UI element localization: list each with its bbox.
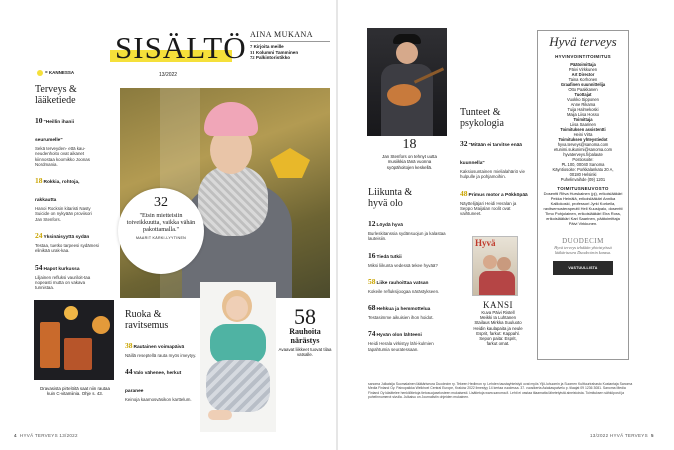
section-title: Liikunta & hyvä olo [368,187,413,209]
feature-desc: Avaavat liikkeet tuovat tilaa vatsalle. [278,347,332,358]
right-footer [590,433,654,438]
left-footer [14,433,78,438]
masthead-line: Vuokko Sipponen [567,96,599,102]
journalism-badge: VASTUULLISTA JOURNALISMIA [553,261,613,275]
cover-face [497,257,511,271]
orange-fruit [92,316,110,334]
masthead-logo: Hyvä terveys [549,34,617,49]
masthead-line: Liisa Saarinen [570,121,596,127]
drink-glass [40,322,60,368]
woman-pants [206,360,270,412]
woman-scarf [198,166,268,236]
maple-leaf-icon [270,148,310,178]
masthead-board: Dosentti Ritva Hurskainen (pj), erikoislääkäri Pekka Heinälä, erikoislääkäri Annika Kalliokoski, professori Jyrki Korkeila, ravitsemusterapeutti Heli Kuusipalo, dosentti Timo Pohjolainen, erikoislääkäri Eira Ross, erikoislääkäri Kari Saarinen, päätoimittaja Päivi Virkkunen. [543,191,623,226]
toc-item[interactable]: 68Hehkua ja hemmottelua Testasimme aikuisien ihon hoidot. [368,303,434,321]
masthead-line: Tuija Halmekoski [567,106,599,112]
page-number: 4 [14,433,17,438]
caption-number: 18 [402,137,417,152]
toc-item[interactable]: 74Hyvän olon lähteeni Heidi Herala virkistyy lähi-kulmien tapahtumia seuratessaan. [368,329,434,352]
toc-item[interactable]: 10"Heillin ihanii seurumelle" Sekä terveyden- että kau-neudenhoito ovat aikanet kiinnostaa koomikko Joonas Nordmania. [35,116,90,167]
quote-author: MAARIT KÄRKI-LYYTINEN [135,235,187,240]
quote-text: "Etsin mietteisiin toiveikkuutta, vaikka vähän pakottamalla." [126,212,196,234]
kansi-line: Sepon paita: Esprit, [479,336,517,342]
footer-magazine: 13/2022 HYVÄ TERVEYS [590,433,648,438]
masthead-line: etunimi.sukunimi@sanoma.com [553,146,613,152]
feature-heading: Rauhoita närästys [289,327,321,345]
section-ruoka [125,310,197,403]
aina-heading: AINA MUKANA [250,30,330,42]
jan-caption[interactable] [377,138,442,170]
kannessa-label: = KANNESSA [45,70,75,76]
footer-magazine: HYVÄ TERVEYS 13/2022 [19,433,78,438]
photo-woman-sitting [200,282,276,432]
quote-number: 32 [154,195,168,210]
toc-item[interactable]: 44Valo vähenee, herkut paranee Keinoja kaamosväsikon karttelum. [125,367,192,403]
guitar-body [387,84,421,106]
masthead-line: hyvaterveys.fi/palaute [563,151,603,157]
toc-item[interactable]: 38Rautainen voimapäivä Näillä reseptellä rauta myös imeytyy. [125,341,197,358]
aina-item[interactable]: 31 Kolumni Tamminen [250,49,299,55]
masthead-line: Puhelinvaihde (09) 1201 [560,176,606,182]
aina-mukana-box [250,30,330,61]
page-gutter [336,0,338,450]
masthead-line: Päätoimittaja [570,61,596,67]
masthead-line: Taina Korhonen [568,76,598,82]
masthead-line: Toimituksen assistentti [560,126,606,132]
masthead-line: PL 100, 00040 Sanoma [561,161,605,167]
section-title: Terveys & lääketiede [35,84,77,106]
masthead-board-heading: TOIMITUSNEUVOSTO [557,185,609,191]
photo-jan-guitar [367,28,447,136]
masthead-line: Heini Virta [573,131,593,137]
aina-item[interactable]: 72 Palkintoristikko [250,55,291,61]
toc-item[interactable]: 48Primus motor a Pökköpää Näyttelijäjari Heidi Heralan ja Seppo Maijalan roolit ovat vaihtuneet. [460,188,528,217]
masthead-line: Tuottajat [574,91,592,97]
kannessa-tag [37,70,74,76]
masthead-line: hyva.terveys@sanoma.com [557,141,609,147]
quote-circle [118,188,204,274]
kansi-line: Heidin kaulapaita ja neule Esprit, farkut: Kappahl. [473,325,523,336]
page-number: 5 [650,433,654,438]
toc-item[interactable]: 58Liike rauhoittaa vatsan Kokeile refluksijoogaa närästykseen. [368,276,440,294]
man-face [396,42,418,64]
masthead-line: Toimituksen yhteystiedot [558,136,608,142]
masthead-line: Anne Rikama [570,101,596,107]
section-liikunta [368,188,448,352]
cover-face [483,255,497,269]
imprint-text: sanoma Julkaisija Suomalainen lääkäriseura Duodecim ry. Tekeen Hedlmon ry. Lehden taustayhteistyö ovat myös Yijö-luhuomin ja Suomen Kulttuurirahasto Kustantaja Sanoma Media Finland Oy. Painopaikka Welkhcel Central Europe, Kraków 2022 ilmestyy 14 kertaa vuodessa. 37. vuosikerta Asiakaspalvelu p. tilaajat 09 1236 3081. Sanoma Media Finland Oy käsittelee henkilötietoja tietosuojaselosteen mukaisesti. Lisätietoja www.sanoma.fi. Lehti ei vastaa tilaamatta lähetetyistä aineistoista. Toimituksen sähköposti ja puhelinnumerot sivulla. Julkaisu on Journalistin ohjeiden mukainen. [368,382,633,400]
woman-feet [208,410,232,420]
section-terveys [35,85,99,317]
masthead-line: Toimittaja [573,116,593,122]
feature-58[interactable] [277,306,333,357]
toc-item[interactable]: 12Löydä hyvä Burleskitanssia sydänsuojun ja kalastaa lauteisiin. [368,219,446,242]
toc-item[interactable]: 54Hapot kurkussa Liljainen refluksi vauriloit-taa nopeasti mutta on vakava tunnistaa. [35,262,91,291]
kansi-credits [468,300,528,346]
toc-item[interactable]: 16Tiedä tutkii Miksi liikunta vedessä tekee hyvää? [368,250,438,268]
kansi-line: Kuva Päivi Ristell [481,310,515,315]
masthead-line: Maija Liisa Hosso [566,111,600,117]
toc-item[interactable]: 32"Mitään ei tarvitse enää kuunnella" Kaksiosuntainen mielialahäriö vie hulpulle ja pohjamoihin. [460,139,525,180]
issue-number: 13/2022 [159,72,178,78]
toc-item[interactable]: 24Yksinäisyyttä sydän Testaa, tuetko tarpeesi sydämesi elinikää urak-kaa. [35,231,99,254]
kansi-title: KANSI [482,300,513,310]
woman-face [226,296,248,320]
section-title: Ruoka & ravitsemus [125,309,169,331]
cover-dot-icon [37,70,43,76]
kansi-line: Meikki Ia Luhtanen [479,315,517,321]
feature-number: 58 [294,304,316,329]
masthead-staff [543,62,623,182]
masthead-line: Postiosoite: [572,156,594,162]
toc-item[interactable]: 18Rokkia, rohtoja, rakkautta Hanoi Rocksin kitaristi Nasty Suicide on nykyään proviisori Jan Stenfors. [35,176,92,222]
cover-thumbnail[interactable] [472,236,518,296]
woman-beanie [204,102,258,136]
section-tunteet [460,108,528,216]
masthead-line: Päivi Virkkunen [568,66,598,72]
caption-text: Jan Stenfors on tehnyt uutta musiikkia tänä vuonna syöpähoitojen keskellä. [382,154,437,170]
cover-logo: Hyvä [475,238,496,248]
duodecim-logo: DUODECIM [562,236,604,245]
orange-fruit [64,306,78,320]
masthead-line: Graafinen suunnittelija [560,81,606,87]
drink-glass [64,338,92,370]
aina-item[interactable]: 7 Kirjoita meille [250,44,284,49]
duodecim-text: Hyvä terveys tehdään yhteistyössä lääkäriseura Duodecimin kanssa. [554,244,612,255]
masthead-line: Käyntiosoite: Porkkalankatu 20 A, [552,166,614,172]
section-title: Tunteet & psykologia [460,107,504,129]
woman-top [210,324,266,364]
cover-clothes [479,271,515,296]
drinks-photo [34,300,114,380]
kansi-line: farkut omat. [486,341,510,347]
masthead-heading: HYVINVOINTITOIMITUS [555,54,611,59]
page-title: SISÄLTÖ [115,30,247,65]
masthead-panel [537,30,629,360]
drinks-caption: Dravasista pirtelöitä saat niin rautaa kuin C-vitamiinia. Ohje s. 43. [40,386,110,397]
kansi-line: Stailaus Mirkka Suuluoto [474,320,522,326]
masthead-line: Art Director [571,71,595,77]
masthead-line: 00180 Helsinki [569,171,597,177]
masthead-line: Otto Paakkanen [568,86,598,92]
